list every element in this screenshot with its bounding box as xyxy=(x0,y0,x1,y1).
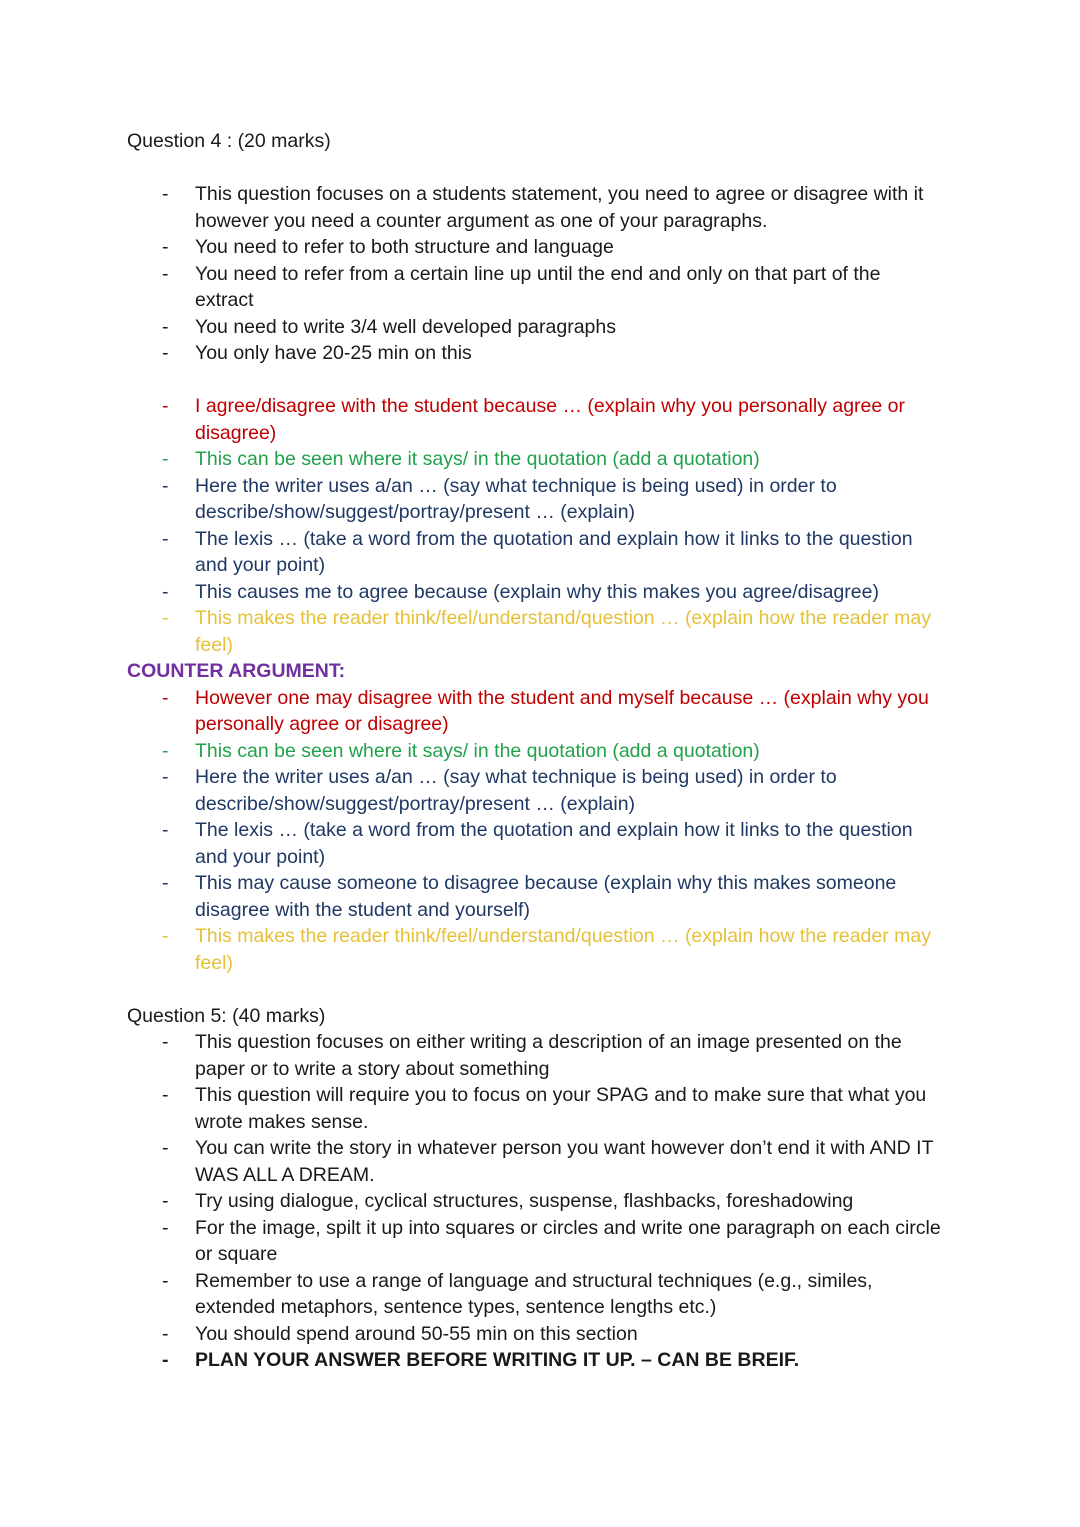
list-item xyxy=(127,817,942,870)
list-item-text: This causes me to agree because (explain why this makes you agree/disagree) xyxy=(195,580,879,603)
list-item-text: This question will require you to focus on your SPAG and to make sure that what you wrote makes sense. xyxy=(195,1084,927,1133)
bullet-dash-icon: - xyxy=(162,236,169,258)
list-item xyxy=(127,1135,942,1188)
list-item-text: Remember to use a range of language and structural techniques (e.g., similes, extended metaphors, sentence types, sentence lengths etc.) xyxy=(195,1269,873,1318)
list-item xyxy=(127,393,942,446)
bullet-dash-icon: - xyxy=(162,872,169,894)
bullet-dash-icon: - xyxy=(162,766,169,788)
list-item-text: The lexis … (take a word from the quotation and explain how it links to the question and your point) xyxy=(195,819,913,868)
list-item-text: Here the writer uses a/an … (say what technique is being used) in order to describe/show/suggest/portray/present … (explain) xyxy=(195,474,837,523)
question-5-instructions-list xyxy=(127,1029,942,1374)
bullet-dash-icon: - xyxy=(162,1190,169,1212)
bullet-dash-icon: - xyxy=(162,1216,169,1239)
question-4-main-argument-list xyxy=(127,393,942,658)
list-item-text: For the image, spilt it up into squares or circles and write one paragraph on each circle or square xyxy=(195,1216,941,1265)
list-item xyxy=(127,526,942,579)
list-item-text: I agree/disagree with the student because … (explain why you personally agree or disagree) xyxy=(195,395,905,444)
bullet-dash-icon: - xyxy=(162,686,169,709)
bullet-dash-icon: - xyxy=(162,395,169,417)
bullet-dash-icon: - xyxy=(162,1322,169,1345)
bullet-dash-icon: - xyxy=(162,1084,169,1106)
list-item-text: This can be seen where it says/ in the quotation (add a quotation) xyxy=(195,739,760,762)
bullet-dash-icon: - xyxy=(162,183,169,205)
spacer xyxy=(127,155,942,182)
question-4-heading: Question 4 : (20 marks) xyxy=(127,130,331,152)
list-item-text: You need to refer to both structure and language xyxy=(195,236,614,258)
list-item-text: Here the writer uses a/an … (say what technique is being used) in order to describe/show/suggest/portray/present … (explain) xyxy=(195,766,837,815)
bullet-dash-icon: - xyxy=(162,819,169,841)
list-item-text: This may cause someone to disagree because (explain why this makes someone disagree with the student and yourself) xyxy=(195,872,897,921)
list-item-text: This question focuses on either writing a description of an image presented on the paper or to write a story about something xyxy=(195,1031,902,1080)
list-item-text: This makes the reader think/feel/understand/question … (explain how the reader may feel) xyxy=(195,607,931,656)
list-item xyxy=(127,1268,942,1321)
counter-argument-heading: COUNTER ARGUMENT: xyxy=(127,660,346,682)
question-5-heading: Question 5: (40 marks) xyxy=(127,1004,326,1027)
spacer xyxy=(127,976,942,1003)
bullet-dash-icon: - xyxy=(162,315,169,338)
bullet-dash-icon: - xyxy=(162,1137,169,1159)
bullet-dash-icon: - xyxy=(162,527,169,550)
list-item xyxy=(127,1215,942,1268)
list-item xyxy=(127,579,942,606)
bullet-dash-icon: - xyxy=(162,342,169,364)
bullet-dash-icon: - xyxy=(162,739,169,762)
question-4-counter-argument-list xyxy=(127,685,942,977)
list-item xyxy=(127,446,942,473)
list-item xyxy=(127,1347,942,1374)
bullet-dash-icon: - xyxy=(162,448,169,470)
list-item xyxy=(127,1321,942,1348)
list-item xyxy=(127,685,942,738)
list-item-text: You only have 20-25 min on this xyxy=(195,342,472,364)
bullet-dash-icon: - xyxy=(162,1031,169,1053)
spacer xyxy=(127,367,942,394)
list-item-text: This question focuses on a students statement, you need to agree or disagree with it however you need a counter argument as one of your paragraphs. xyxy=(195,183,924,232)
list-item xyxy=(127,1188,942,1215)
list-item xyxy=(127,738,942,765)
list-item xyxy=(127,1029,942,1082)
bullet-dash-icon: - xyxy=(162,607,169,629)
bullet-dash-icon: - xyxy=(162,1269,169,1292)
list-item-text: PLAN YOUR ANSWER BEFORE WRITING IT UP. – CAN BE BREIF. xyxy=(195,1349,800,1371)
list-item xyxy=(127,261,942,314)
document-content xyxy=(127,128,942,1374)
list-item xyxy=(127,923,942,976)
list-item xyxy=(127,473,942,526)
question-4-instructions-list xyxy=(127,181,942,367)
list-item-text: Try using dialogue, cyclical structures, suspense, flashbacks, foreshadowing xyxy=(195,1190,854,1212)
list-item xyxy=(127,234,942,261)
list-item-text: You need to write 3/4 well developed paragraphs xyxy=(195,315,616,338)
list-item xyxy=(127,314,942,341)
bullet-dash-icon: - xyxy=(162,474,169,497)
list-item-text: You need to refer from a certain line up until the end and only on that part of the extract xyxy=(195,262,881,311)
bullet-dash-icon: - xyxy=(162,925,169,947)
list-item-text: This makes the reader think/feel/understand/question … (explain how the reader may feel) xyxy=(195,925,931,974)
list-item-text: You can write the story in whatever person you want however don’t end it with AND IT WAS ALL A DREAM. xyxy=(195,1137,934,1186)
list-item xyxy=(127,870,942,923)
list-item-text: You should spend around 50-55 min on this section xyxy=(195,1322,638,1345)
bullet-dash-icon: - xyxy=(162,1349,169,1371)
bullet-dash-icon: - xyxy=(162,580,169,603)
list-item xyxy=(127,1082,942,1135)
list-item xyxy=(127,605,942,658)
list-item-text: However one may disagree with the student and myself because … (explain why you personally agree or disagree) xyxy=(195,686,929,735)
list-item xyxy=(127,340,942,367)
list-item xyxy=(127,181,942,234)
list-item xyxy=(127,764,942,817)
list-item-text: This can be seen where it says/ in the quotation (add a quotation) xyxy=(195,448,760,470)
list-item-text: The lexis … (take a word from the quotation and explain how it links to the question and your point) xyxy=(195,527,913,576)
bullet-dash-icon: - xyxy=(162,262,169,285)
